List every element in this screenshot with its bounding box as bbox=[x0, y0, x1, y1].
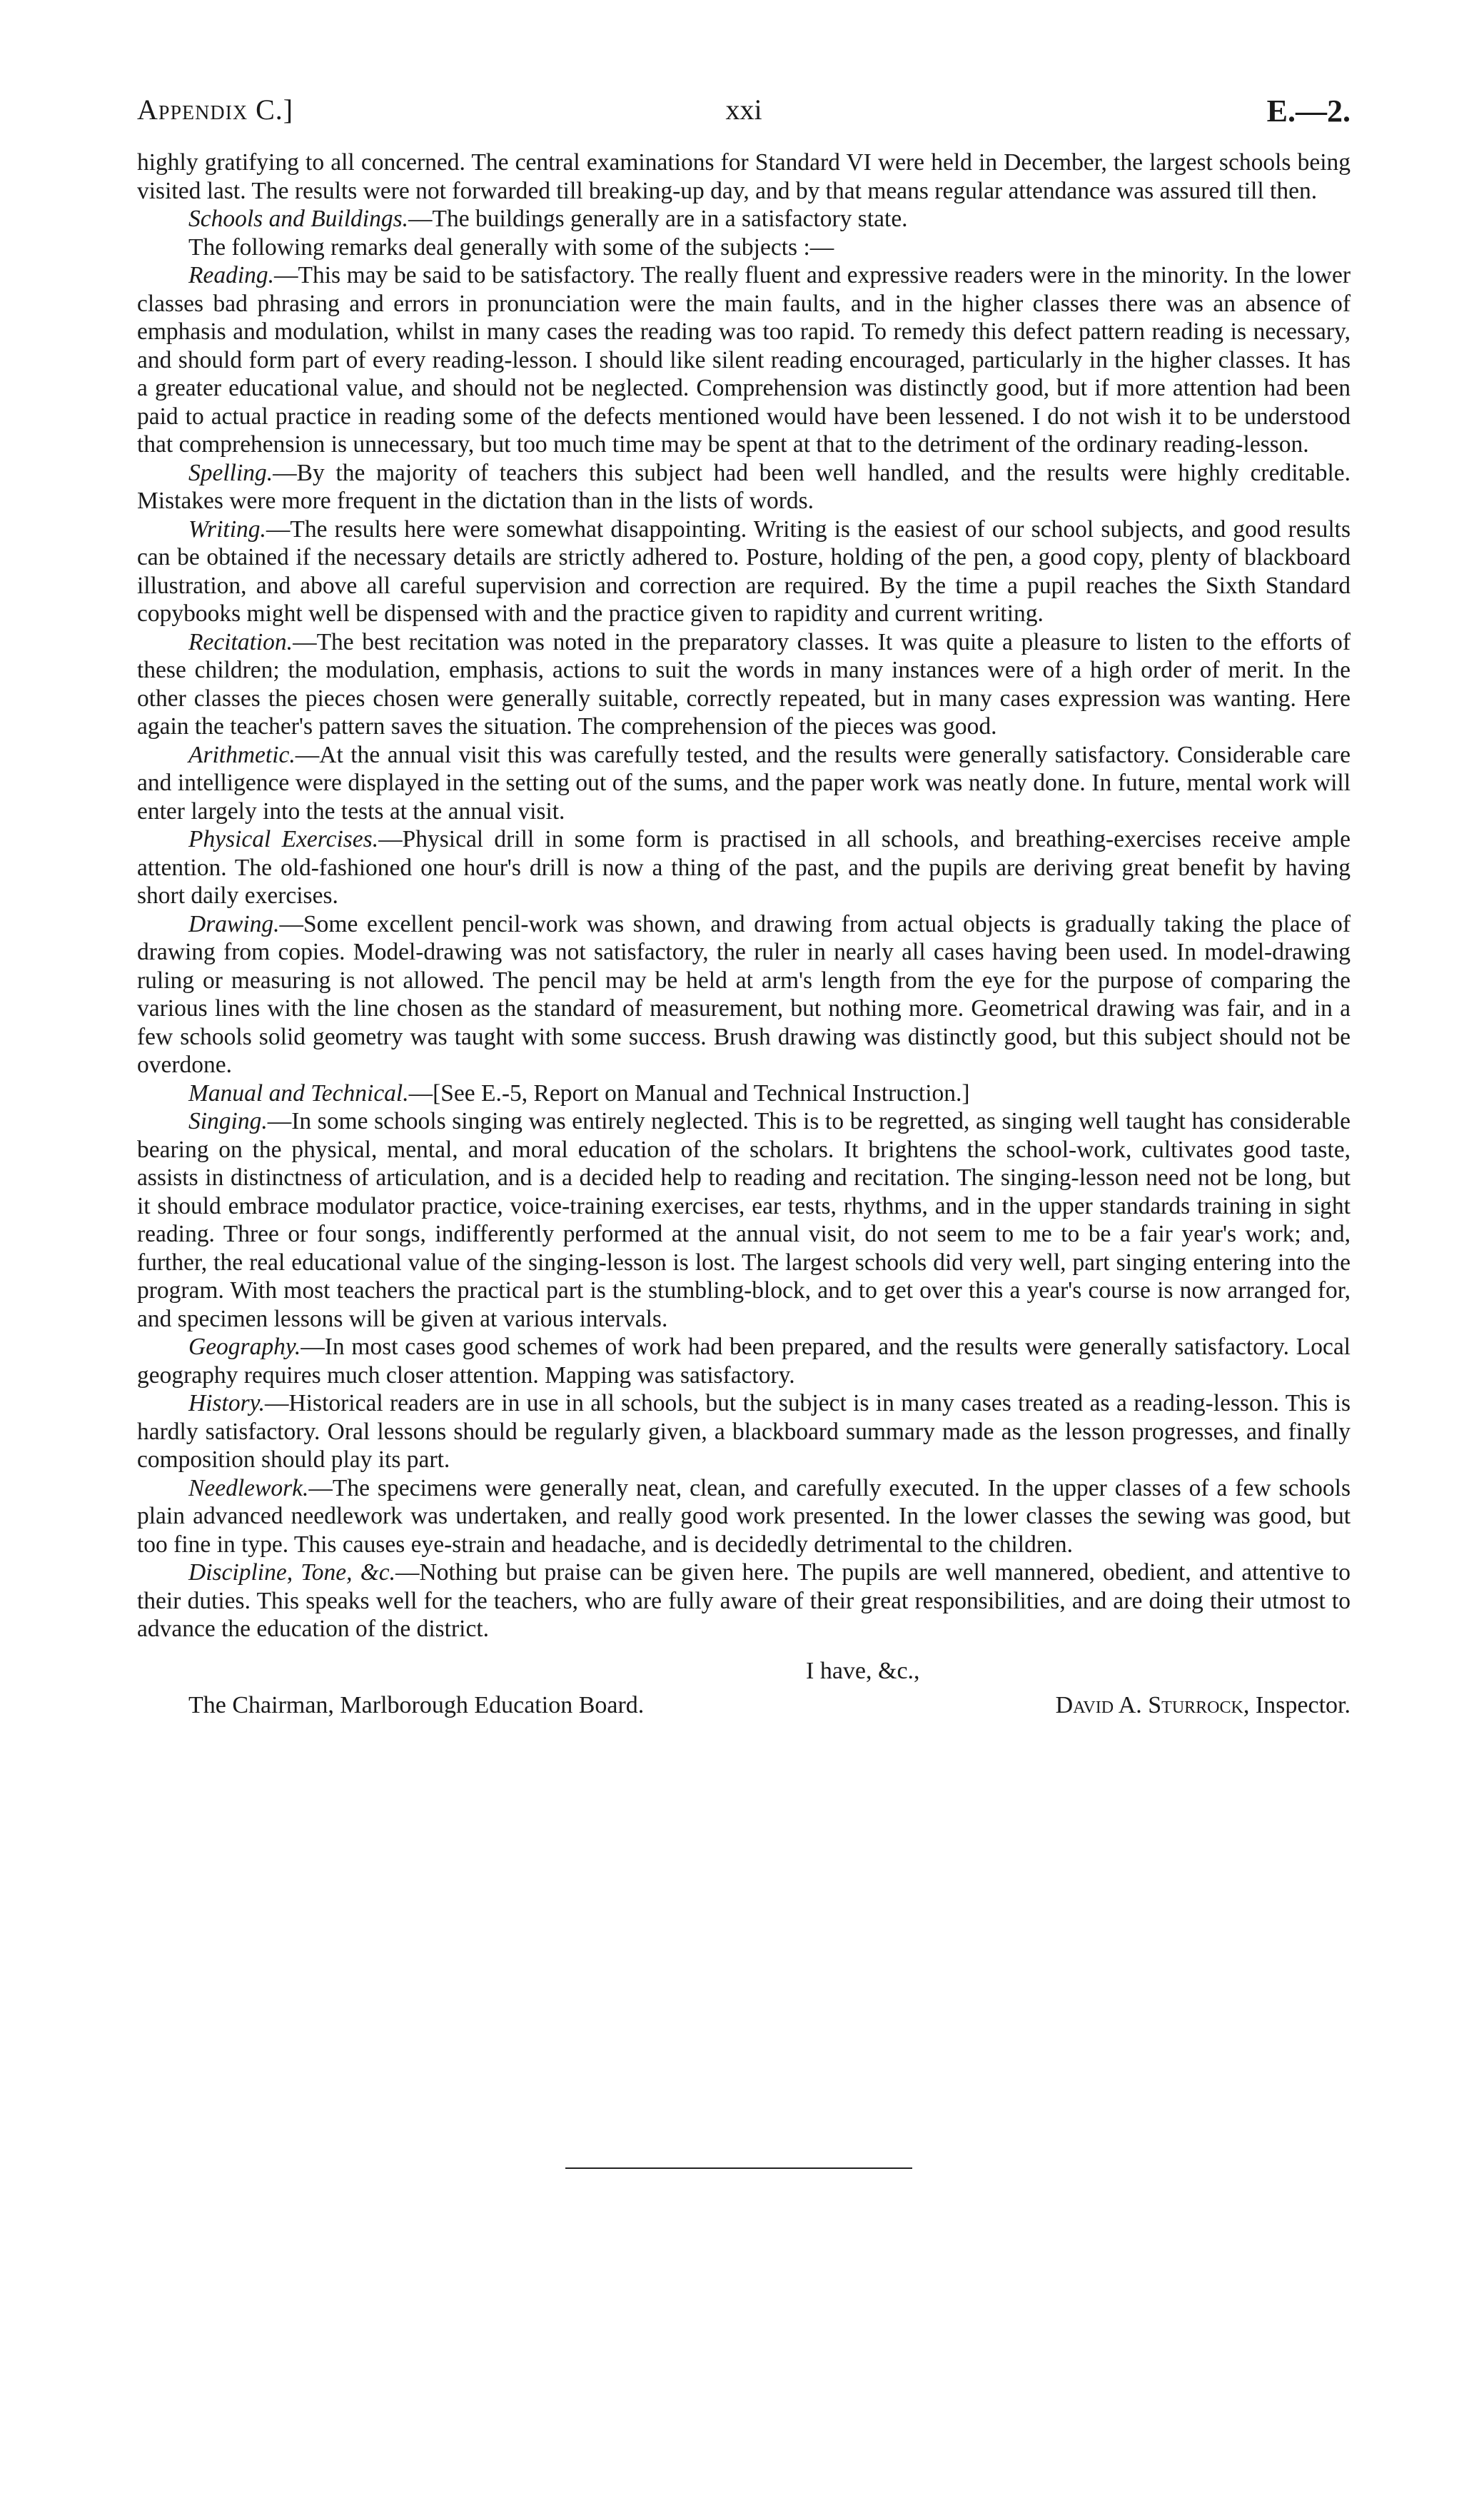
signoff-block bbox=[137, 1658, 1351, 1729]
signature bbox=[1056, 1692, 1351, 1719]
paragraph-text: —The best recitation was noted in the preparatory classes. It was quite a pleasure to listen to the efforts of these children; the modulation, emphasis, actions to suit the words in many instances were of a high order of merit. In the other classes the pieces chosen were generally suitable, correctly repeated, but in many cases expression was wanting. Here again the teacher's pattern saves the situation. The comprehension of the pieces was good. bbox=[137, 628, 1351, 740]
header-page-number: xxi bbox=[725, 94, 762, 126]
paragraph bbox=[137, 233, 1351, 262]
paragraph bbox=[137, 825, 1351, 910]
paragraph-heading: Manual and Technical. bbox=[188, 1079, 409, 1107]
paragraph bbox=[137, 1558, 1351, 1643]
paragraph-text: —Historical readers are in use in all schools, but the subject is in many cases treated as a reading-lesson. This is hardly satisfactory. Oral lessons should be regularly given, a blackboard summary made as the lesson progresses, and finally composition should play its part. bbox=[137, 1390, 1351, 1473]
paragraph-heading: Singing. bbox=[188, 1108, 268, 1134]
paragraph-text: —By the majority of teachers this subject had been well handled, and the results were highly creditable. Mistakes were more frequent in the dictation than in the lists of words. bbox=[137, 459, 1351, 514]
paragraph bbox=[137, 1389, 1351, 1474]
paragraph-heading: Drawing. bbox=[188, 910, 280, 937]
header-appendix: Appendix C.] bbox=[137, 94, 294, 126]
paragraph bbox=[137, 741, 1351, 826]
paragraph bbox=[137, 261, 1351, 459]
paragraph-text: —Some excellent pencil-work was shown, and drawing from actual objects is gradually taking the place of drawing from copies. Model-drawing was not satisfactory, the ruler in nearly all cases having been used. In model-drawing ruling or measuring is not allowed. The pencil may be held at arm's length from the eye for the purpose of comparing the various lines with the line chosen as the standard of measurement, but nothing more. Geometrical drawing was fair, and in a few schools solid geometry was taught with some success. Brush drawing was distinctly good, but this subject should not be overdone. bbox=[137, 910, 1351, 1078]
paragraph bbox=[137, 205, 1351, 233]
paragraph-text: The following remarks deal generally with some of the subjects :— bbox=[188, 233, 834, 261]
paragraph bbox=[137, 1107, 1351, 1333]
signature-title: , Inspector. bbox=[1243, 1691, 1351, 1718]
paragraph-text: —In most cases good schemes of work had been prepared, and the results were generally satisfactory. Local geography requires much closer attention. Mapping was satisfactory. bbox=[137, 1334, 1351, 1389]
paragraph-text: highly gratifying to all concerned. The central examinations for Standard VI were held in December, the largest schools being visited last. The results were not forwarded till breaking-up day, and by that means regular attendance was assured till then. bbox=[137, 149, 1351, 204]
paragraph-text: —In some schools singing was entirely neglected. This is to be regretted, as singing well taught has considerable bearing on the physical, mental, and moral education of the scholars. It brightens the school-work, cultivates good taste, assists in distinctness of articulation, and is a decided help to reading and recitation. The singing-lesson need not be long, but it should embrace modulator practice, voice-training exercises, ear tests, rhythms, and in the upper standards training in sight reading. Three or four songs, indifferently performed at the annual visit, do not seem to me to be a fair year's work; and, further, the real educational value of the singing-lesson is lost. The largest schools did very well, part singing entering into the program. With most teachers the practical part is the stumbling-block, and to get over this a year's course is now arranged for, and specimen lessons will be given at various intervals. bbox=[137, 1108, 1351, 1332]
closing-rule bbox=[565, 2167, 912, 2169]
paragraph-heading: Schools and Buildings. bbox=[188, 206, 409, 232]
addressee: The Chairman, Marlborough Education Board. bbox=[188, 1691, 645, 1718]
paragraph-heading: Discipline, Tone, &c. bbox=[188, 1559, 395, 1586]
paragraph-text: —Physical drill in some form is practised in all schools, and breathing-exercises receive ample attention. The old-fashioned one hour's drill is now a thing of the past, and the pupils are deriving great benefit by having short daily exercises. bbox=[137, 826, 1351, 909]
report-body bbox=[137, 148, 1351, 1643]
paragraph bbox=[137, 515, 1351, 628]
document-page bbox=[137, 93, 1351, 1729]
paragraph-heading: Physical Exercises. bbox=[188, 826, 379, 852]
paragraph-heading: Arithmetic. bbox=[188, 741, 296, 768]
paragraph-text: —The buildings generally are in a satisfactory state. bbox=[408, 206, 908, 232]
paragraph-text: —At the annual visit this was carefully tested, and the results were generally satisfactory. Considerable care and intelligence were displayed in the setting out of the sums, and the paper work was neatly done. In future, mental work will enter largely into the tests at the annual visit. bbox=[137, 741, 1351, 825]
paragraph-heading: Spelling. bbox=[188, 459, 273, 486]
paragraph-text: —Nothing but praise can be given here. The pupils are well mannered, obedient, and attentive to their duties. This speaks well for the teachers, who are fully aware of their great responsibilities, and are doing their utmost to advance the education of the district. bbox=[137, 1559, 1351, 1642]
paragraph bbox=[137, 628, 1351, 741]
paragraph bbox=[137, 148, 1351, 205]
signature-name: David A. Sturrock bbox=[1055, 1691, 1243, 1718]
paragraph-heading: Needlework. bbox=[188, 1474, 309, 1501]
paragraph bbox=[137, 1333, 1351, 1389]
paragraph bbox=[137, 910, 1351, 1079]
paragraph-heading: Geography. bbox=[188, 1334, 301, 1360]
paragraph-heading: History. bbox=[188, 1390, 266, 1416]
paragraph bbox=[137, 459, 1351, 515]
paragraph-heading: Recitation. bbox=[188, 628, 293, 655]
paragraph-text: —This may be said to be satisfactory. The really fluent and expressive readers were in the minority. In the lower classes bad phrasing and errors in pronunciation were the main faults, and in the higher classes there was an absence of emphasis and modulation, whilst in many cases the reading was too rapid. To remedy this defect pattern reading is necessary, and should form part of every reading-lesson. I should like silent reading encouraged, particularly in the higher classes. It has a greater educational value, and should not be neglected. Comprehension was distinctly good, but if more attention had been paid to actual practice in reading some of the defects mentioned would have been lessened. I do not wish it to be understood that comprehension is unnecessary, but too much time may be spent at that to the detriment of the ordinary reading-lesson. bbox=[137, 262, 1351, 458]
paragraph-text: —The results here were somewhat disappointing. Writing is the easiest of our school subjects, and good results can be obtained if the necessary details are strictly adhered to. Posture, holding of the pen, a good copy, plenty of blackboard illustration, and above all careful supervision and correction are required. By the time a pupil reaches the Sixth Standard copybooks might well be dispensed with and the practice given to rapidity and current writing. bbox=[137, 515, 1351, 627]
paragraph-heading: Writing. bbox=[188, 515, 266, 543]
paragraph-text: —[See E.-5, Report on Manual and Technical Instruction.] bbox=[408, 1079, 970, 1107]
running-header bbox=[137, 93, 1351, 136]
paragraph bbox=[137, 1474, 1351, 1559]
header-document-code: E.—2. bbox=[1266, 94, 1351, 129]
paragraph-text: —The specimens were generally neat, clean, and carefully executed. In the upper classes of a few schools plain advanced needlework was undertaken, and really good work presented. In the lower classes the sewing was good, but too fine in type. This causes eye-strain and headache, and is decidedly detrimental to the children. bbox=[137, 1474, 1351, 1558]
closing-salutation: I have, &c., bbox=[806, 1657, 920, 1684]
paragraph bbox=[137, 1079, 1351, 1108]
paragraph-heading: Reading. bbox=[188, 262, 275, 288]
